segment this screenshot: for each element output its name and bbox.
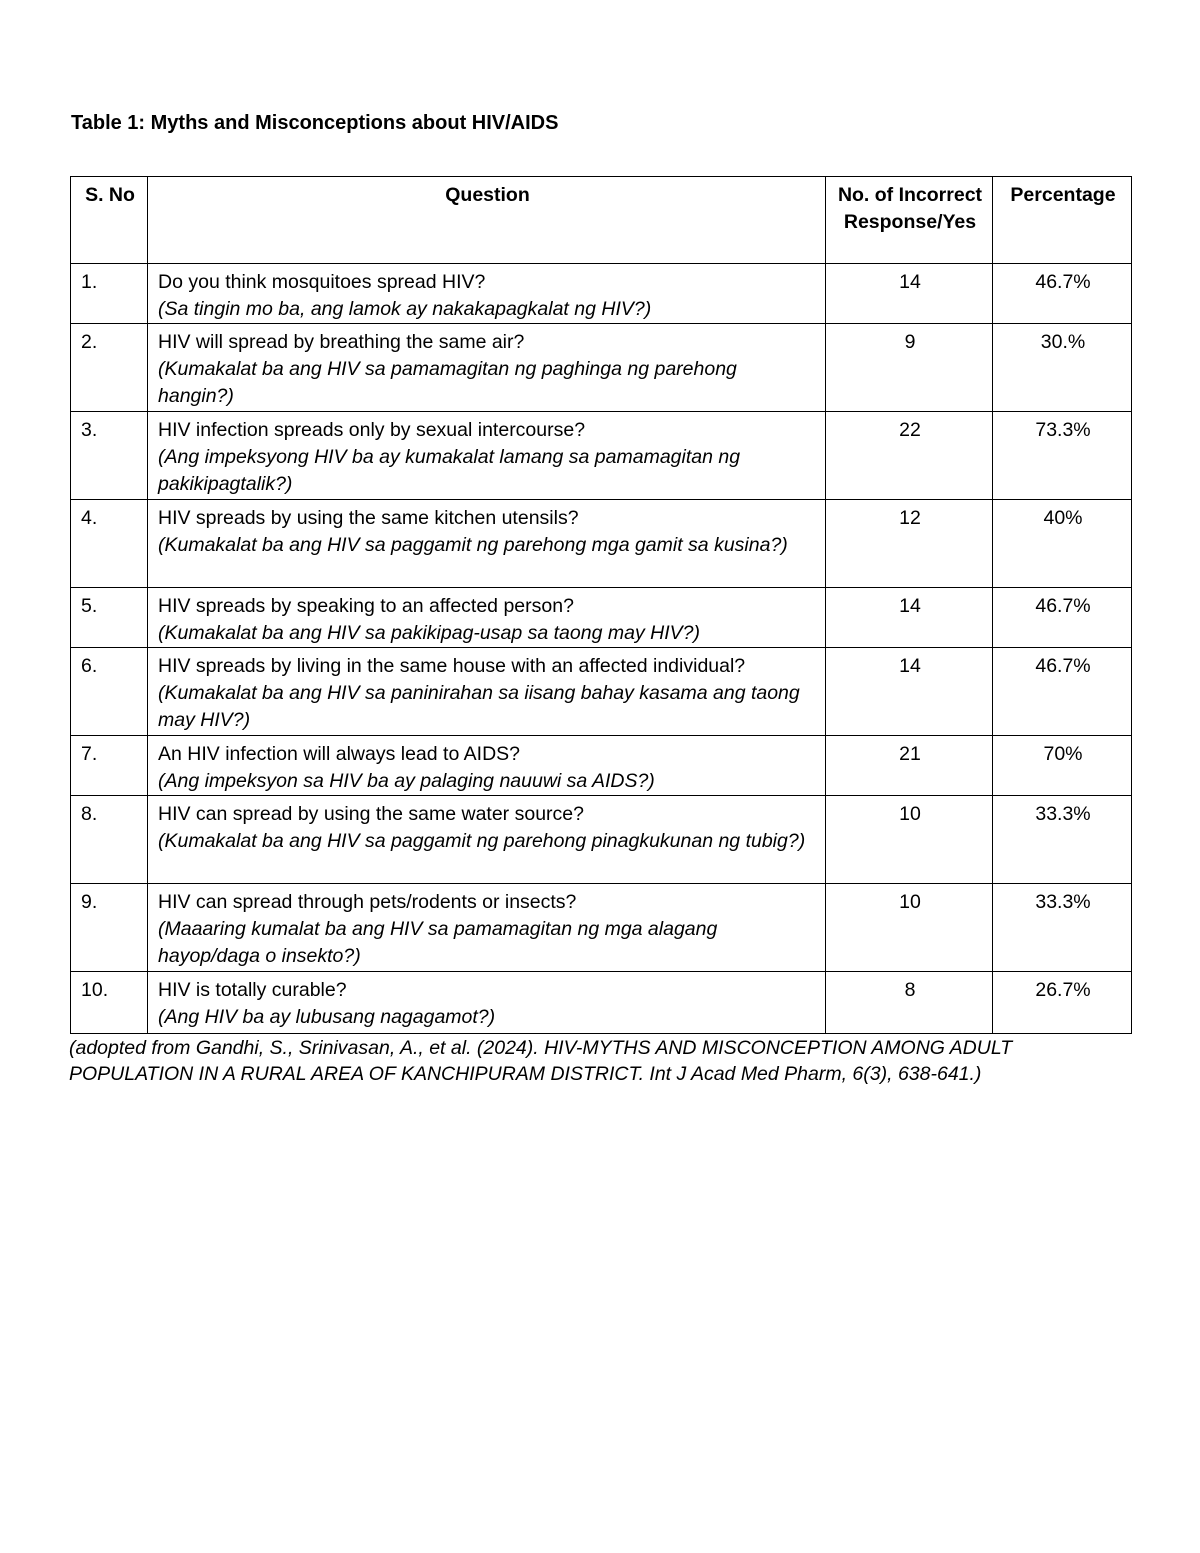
question-cell: [148, 796, 826, 884]
incorrect-count: 14: [826, 264, 993, 324]
row-number: 1.: [71, 264, 148, 324]
page-title: Table 1: Myths and Misconceptions about HIV/AIDS: [71, 112, 559, 134]
table-row: [71, 796, 1132, 884]
row-number: 7.: [71, 736, 148, 796]
row-number: 9.: [71, 884, 148, 972]
percentage-value: 33.3%: [993, 884, 1132, 972]
header-question: Question: [148, 177, 826, 264]
incorrect-count: 10: [826, 884, 993, 972]
percentage-value: 73.3%: [993, 412, 1132, 500]
question-cell: [148, 324, 826, 412]
question-english: HIV can spread by using the same water source?: [158, 803, 584, 825]
incorrect-count: 21: [826, 736, 993, 796]
percentage-value: 30.%: [993, 324, 1132, 412]
question-cell: [148, 588, 826, 648]
incorrect-count: 9: [826, 324, 993, 412]
incorrect-count: 12: [826, 500, 993, 588]
row-number: 10.: [71, 972, 148, 1034]
question-english: HIV can spread through pets/rodents or insects?: [158, 891, 577, 913]
question-cell: [148, 648, 826, 736]
question-tagalog: (Ang HIV ba ay lubusang nagagamot?): [158, 1006, 496, 1028]
question-english: HIV spreads by speaking to an affected person?: [158, 595, 574, 617]
question-english: HIV will spread by breathing the same air?: [158, 331, 525, 353]
row-number: 8.: [71, 796, 148, 884]
question-cell: [148, 736, 826, 796]
incorrect-count: 22: [826, 412, 993, 500]
question-tagalog: (Ang impeksyon sa HIV ba ay palaging nauuwi sa AIDS?): [158, 770, 655, 792]
table-row: [71, 736, 1132, 796]
question-tagalog: (Kumakalat ba ang HIV sa pakikipag-usap sa taong may HIV?): [158, 622, 700, 644]
percentage-value: 46.7%: [993, 588, 1132, 648]
table-row: [71, 500, 1132, 588]
question-tagalog: (Kumakalat ba ang HIV sa paninirahan sa iisang bahay kasama ang taong may HIV?): [158, 682, 800, 731]
question-tagalog: (Ang impeksyong HIV ba ay kumakalat lamang sa pamamagitan ng pakikipagtalik?): [158, 446, 741, 495]
incorrect-count: 14: [826, 588, 993, 648]
question-tagalog: (Maaaring kumalat ba ang HIV sa pamamagitan ng mga alagang hayop/daga o insekto?): [158, 918, 718, 967]
myths-table: [70, 176, 1132, 1034]
table-row: [71, 264, 1132, 324]
table-row: [71, 648, 1132, 736]
question-english: An HIV infection will always lead to AIDS?: [158, 743, 521, 765]
row-number: 6.: [71, 648, 148, 736]
row-number: 3.: [71, 412, 148, 500]
question-english: HIV infection spreads only by sexual intercourse?: [158, 419, 586, 441]
percentage-value: 46.7%: [993, 648, 1132, 736]
row-number: 5.: [71, 588, 148, 648]
header-count: No. of Incorrect Response/Yes: [826, 177, 993, 264]
incorrect-count: 10: [826, 796, 993, 884]
percentage-value: 46.7%: [993, 264, 1132, 324]
question-cell: [148, 884, 826, 972]
table-row: [71, 588, 1132, 648]
row-number: 4.: [71, 500, 148, 588]
question-cell: [148, 412, 826, 500]
question-english: HIV spreads by using the same kitchen utensils?: [158, 507, 579, 529]
table-row: [71, 884, 1132, 972]
citation: (adopted from Gandhi, S., Srinivasan, A., et al. (2024). HIV-MYTHS AND MISCONCEPTION AMONG ADULT POPULATION IN A RURAL AREA OF KANCHIPURAM DISTRICT. Int J Acad Med Pharm, 6(3), 638-641.): [69, 1037, 1013, 1085]
header-percentage: Percentage: [993, 177, 1132, 264]
question-tagalog: (Kumakalat ba ang HIV sa paggamit ng parehong mga gamit sa kusina?): [158, 534, 788, 556]
incorrect-count: 8: [826, 972, 993, 1034]
question-cell: [148, 972, 826, 1034]
table-header-row: [71, 177, 1132, 264]
table-row: [71, 972, 1132, 1034]
question-tagalog: (Kumakalat ba ang HIV sa paggamit ng parehong pinagkukunan ng tubig?): [158, 830, 806, 852]
table-row: [71, 324, 1132, 412]
table-row: [71, 412, 1132, 500]
question-cell: [148, 500, 826, 588]
row-number: 2.: [71, 324, 148, 412]
question-cell: [148, 264, 826, 324]
percentage-value: 26.7%: [993, 972, 1132, 1034]
question-english: HIV is totally curable?: [158, 979, 347, 1001]
question-english: HIV spreads by living in the same house with an affected individual?: [158, 655, 746, 677]
percentage-value: 40%: [993, 500, 1132, 588]
question-english: Do you think mosquitoes spread HIV?: [158, 271, 486, 293]
percentage-value: 70%: [993, 736, 1132, 796]
incorrect-count: 14: [826, 648, 993, 736]
question-tagalog: (Sa tingin mo ba, ang lamok ay nakakapagkalat ng HIV?): [158, 298, 652, 320]
header-sno: S. No: [71, 177, 148, 264]
percentage-value: 33.3%: [993, 796, 1132, 884]
table-body: [71, 264, 1132, 1034]
question-tagalog: (Kumakalat ba ang HIV sa pamamagitan ng paghinga ng parehong hangin?): [158, 358, 737, 407]
